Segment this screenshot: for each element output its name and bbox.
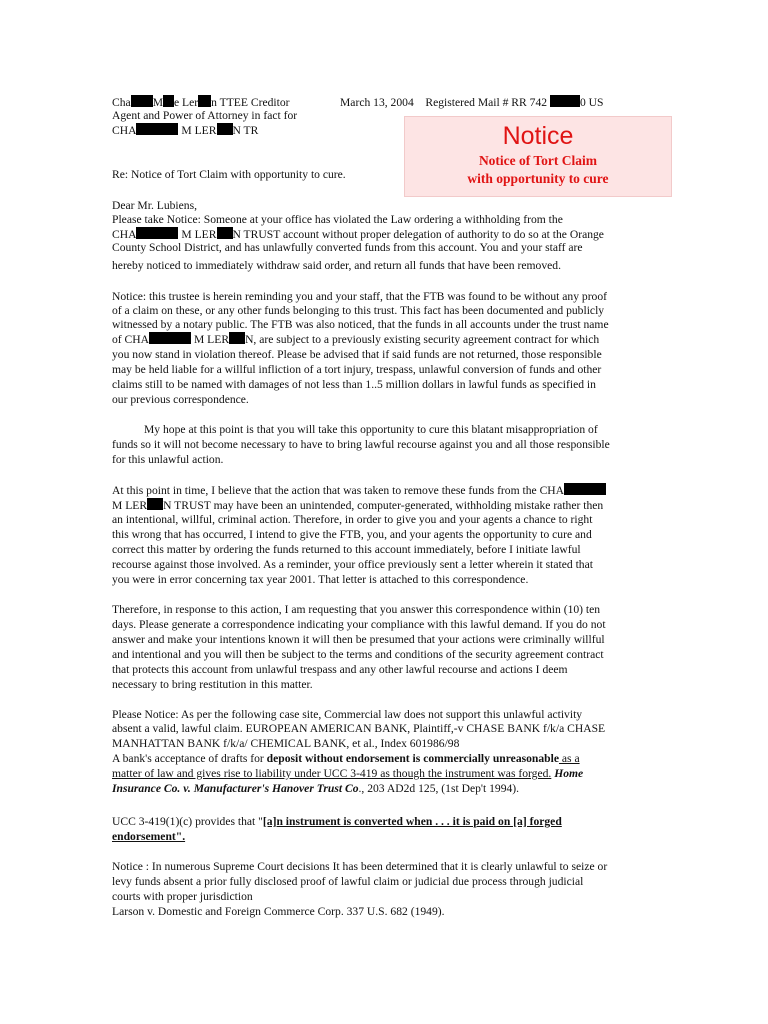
p3-line: for this unlawful action. xyxy=(112,453,224,466)
p4-line: recourse against those involved. As a reminder, your office previously sent a letter wherein it stated that xyxy=(112,558,593,571)
p5-line: days. Please generate a correspondence indicating your compliance with this lawful demand. If you do not xyxy=(112,618,606,631)
salutation: Dear Mr. Lubiens, xyxy=(112,199,197,212)
p2-line: our previous correspondence. xyxy=(112,393,249,406)
p5-line: Therefore, in response to this action, I am requesting that you answer this correspondence within (10) ten xyxy=(112,603,601,616)
p5-line: and intentional and you will then be subject to the terms and conditions of the security agreement contract xyxy=(112,648,604,661)
redaction xyxy=(229,332,245,344)
p6-line: MANHATTAN BANK f/k/a/ CHEMICAL BANK, et al., Index 601986/98 xyxy=(112,737,460,750)
re-line: Re: Notice of Tort Claim with opportunity to cure. xyxy=(112,168,346,181)
p2-line: claims still to be named with damages of not less than 1..5 million dollars in lawful funds as specified in xyxy=(112,378,596,391)
redaction xyxy=(217,227,233,239)
p1-line: Please take Notice: Someone at your office has violated the Law ordering a withholding from the xyxy=(112,213,563,226)
p2-line: you now stand in violation thereof. Please be advised that if said funds are not returned, those responsible xyxy=(112,348,602,361)
p4-line: M LER N TRUST may have been an unintended, computer-generated, withholding mistake rather then xyxy=(112,499,604,512)
p4-line: this wrong that has occurred, I intend to give the FTB, you, and your agents the opportunity to cure and xyxy=(112,528,592,541)
redaction xyxy=(564,483,606,495)
notice-box xyxy=(404,116,672,197)
p7-line: Notice : In numerous Supreme Court decisions It has been determined that it is clearly unlawful to seize or xyxy=(112,860,608,873)
p5-line: necessary to bring restitution in this matter. xyxy=(112,678,313,691)
p6-line: Insurance Co. v. Manufacturer's Hanover Trust Co., 203 AD2d 125, (1st Dep't 1994). xyxy=(112,782,520,795)
redaction xyxy=(136,123,178,135)
p1-line: hereby noticed to immediately withdraw said order, and return all funds that have been removed. xyxy=(112,259,561,272)
redaction xyxy=(147,498,163,510)
p2-line: of CHA M LER N, are subject to a previously existing security agreement contract for which xyxy=(112,333,600,346)
p6-line: matter of law and gives rise to liability under UCC 3-419 as though the instrument was forged. Home xyxy=(112,767,584,780)
redaction xyxy=(217,123,233,135)
redaction xyxy=(131,95,153,107)
p4-line: you were in error concerning tax year 2001. That letter is attached to this correspondence. xyxy=(112,573,529,586)
p2-line: Notice: this trustee is herein reminding you and your staff, that the FTB was found to be without any proof xyxy=(112,290,608,303)
notice-subtitle-2: with opportunity to cure xyxy=(467,171,609,186)
redaction xyxy=(198,95,211,107)
p1-line: County School District, and has unlawfully converted funds from this account. You and your staff are xyxy=(112,241,583,254)
p2-line: of a claim on these, or any other funds belonging to this trust. This fact has been documented and publicly xyxy=(112,304,605,317)
notice-title: Notice xyxy=(502,122,574,150)
p2-line: may be held liable for a willful infliction of a tort injury, trespass, unlawful conversion of funds and other xyxy=(112,363,602,376)
sender-line-1: Cha M e Ler n TTEE Creditor xyxy=(112,96,290,109)
p2-line: witnessed by a notary public. The FTB was also noticed, that the funds in all accounts under the trust name xyxy=(112,318,609,331)
redaction xyxy=(550,95,580,107)
redaction xyxy=(163,95,174,107)
p6-line: Please Notice: As per the following case site, Commercial law does not support this unlawful activity xyxy=(112,708,583,721)
sender-line-2: Agent and Power of Attorney in fact for xyxy=(112,109,298,122)
p5-line: answer and make your intentions known it will then be presumed that your actions were criminally willful xyxy=(112,633,605,646)
p7-line: courts with proper jurisdiction xyxy=(112,890,253,903)
p3-line: funds so it will not become necessary to have to bring lawful recourse against you and all those responsible xyxy=(112,438,610,451)
p1-line: CHA M LER N TRUST account without proper delegation of authority to do so at the Orange xyxy=(112,228,604,241)
notice-subtitle-1: Notice of Tort Claim xyxy=(478,153,598,168)
p4-line: an intentional, willful, criminal action. Therefore, in order to give you and your agents a chance to right xyxy=(112,513,593,526)
p4-line: At this point in time, I believe that the action that was taken to remove these funds from the CHA xyxy=(112,483,606,498)
redaction xyxy=(149,332,191,344)
p6-line: A bank's acceptance of drafts for deposit without endorsement is commercially unreasonable as a xyxy=(112,752,580,765)
p3-line: My hope at this point is that you will take this opportunity to cure this blatant misappropriation of xyxy=(144,423,598,436)
ucc-line: UCC 3-419(1)(c) provides that "[a]n instrument is converted when . . . it is paid on [a] forged xyxy=(112,815,562,828)
p7-line: Larson v. Domestic and Foreign Commerce Corp. 337 U.S. 682 (1949). xyxy=(112,905,445,918)
sender-line-3: CHA M LER N TR xyxy=(112,124,259,137)
redaction xyxy=(136,227,178,239)
date-and-registered-mail: March 13, 2004 Registered Mail # RR 742 0 US xyxy=(340,96,604,109)
p7-line: levy funds absent a prior fully disclosed proof of lawful claim or judicial due process through judicial xyxy=(112,875,584,888)
p5-line: that protects this account from unlawful trespass and any other lawful recourse and actions I deem xyxy=(112,663,568,676)
p4-line: correct this matter by ordering the funds returned to this account immediately, before I initiate lawful xyxy=(112,543,581,556)
ucc-line: endorsement". xyxy=(112,830,186,843)
p6-line: absent a valid, lawful claim. EUROPEAN AMERICAN BANK, Plaintiff,-v CHASE BANK f/k/a CHASE xyxy=(112,722,606,735)
